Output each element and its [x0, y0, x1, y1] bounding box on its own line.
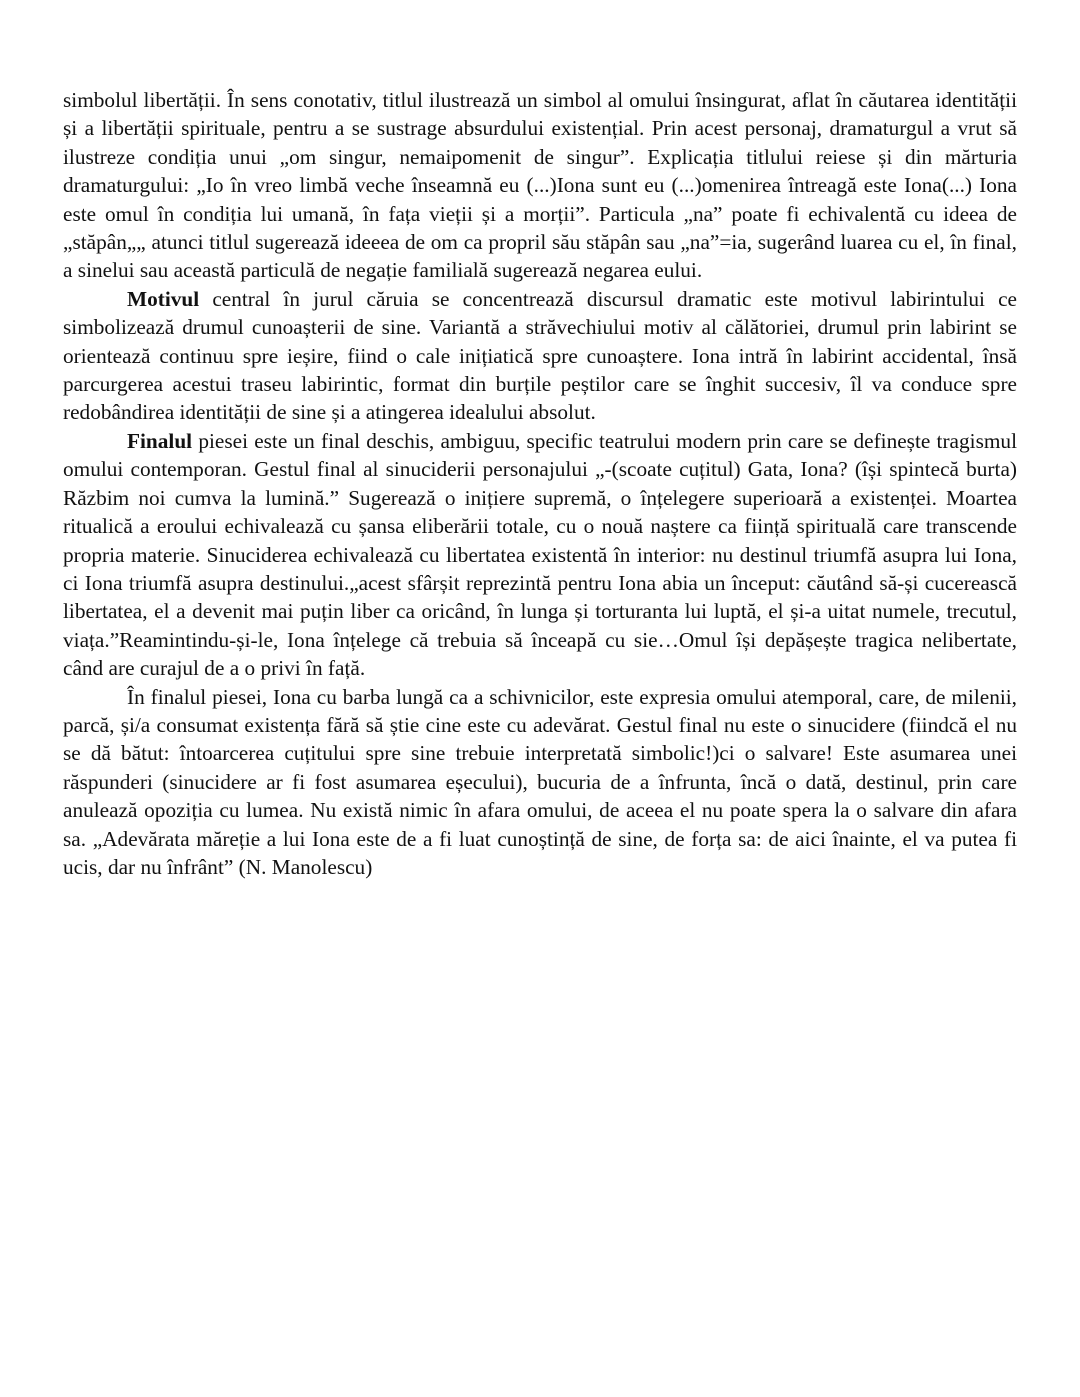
paragraph-ending — [63, 427, 1017, 683]
paragraph-text: piesei este un final deschis, ambiguu, specific teatrului modern prin care se definește tragismul omului contemporan. Gestul final al sinuciderii personajului „-(scoate cuțitul) Gata, Iona? (își spintecă burta) Răzbim noi cumva la lumină.” Sugerează o inițiere supremă, o înțelegere superioară a existenței. Moartea ritualică a eroului echivalează cu șansa eliberării totale, cu o nouă naștere ca ființă spirituală care transcende propria materie. Sinuciderea echivalează cu libertatea existentă în interior: nu destinul triumfă asupra lui Iona, ci Iona triumfă asupra destinului.„acest sfârșit reprezintă pentru Iona abia un început: căutând să-și cucerească libertatea, el a devenit mai puțin liber ca oricând, în lunga și torturanta lui luptă, el și-a uitat numele, trecutul, viața.”Reamintindu-și-le, Iona înțelege că trebuia să înceapă cu sie…Omul își depășește tragica nelibertate, când are curajul de a o privi în față. — [63, 428, 1017, 681]
paragraph-motif — [63, 285, 1017, 427]
paragraph-text: simbolul libertății. În sens conotativ, titlul ilustrează un simbol al omului însingurat, aflat în căutarea identității și a libertății spirituale, pentru a se sustrage absurdului existențial. Prin acest personaj, dramaturgul a vrut să ilustreze condiția unui „om singur, nemaipomenit de singur”. Explicația titlului reiese și din mărturia dramaturgului: „Io în vreo limbă veche înseamnă eu (...)Iona sunt eu (...)omenirea întreagă este Iona(...) Iona este omul în condiția lui umană, în fața vieții și a morții”. Particula „na” poate fi echivalentă cu ideea de „stăpân„„ atunci titlul sugerează ideeea de om ca propril său stăpân sau „na”=ia, sugerând luarea cu el, în final, a sinelui sau această particulă de negație familială sugerează negarea eului. — [63, 88, 1017, 283]
keyword-motivul: Motivul — [127, 286, 200, 311]
paragraph-final-scene — [63, 683, 1017, 882]
paragraph-title-meaning — [63, 86, 1017, 285]
document-page — [63, 86, 1017, 881]
paragraph-text: În finalul piesei, Iona cu barba lungă ca a schivnicilor, este expresia omului atemporal, care, de milenii, parcă, și/a consumat existența fără să știe cine este cu adevărat. Gestul final nu este o sinucidere (fiindcă el nu se dă bătut: întoarcerea cuțitului spre sine trebuie interpretată simbolic!)ci o salvare! Este asumarea unei răspunderi (sinucidere ar fi fost asumarea eșecului), bucuria de a înfrunta, încă o dată, destinul, prin care anulează opoziția cu lumea. Nu există nimic în afara omului, de aceea el nu poate spera la o salvare din afara sa. „Adevărata măreție a lui Iona este de a fi luat cunoștință de sine, de forța sa: de aici înainte, el va putea fi ucis, dar nu înfrânt” (N. Manolescu) — [63, 684, 1017, 879]
paragraph-text: central în jurul căruia se concentrează discursul dramatic este motivul labirintului ce simbolizează drumul cunoașterii de sine. Variantă a străvechiului motiv al călătoriei, drumul prin labirint se orientează continuu spre ieșire, fiind o cale inițiatică spre cunoaștere. Iona intră în labirint accidental, însă parcurgerea acestui traseu labirintic, format din burțile peștilor care se înghit succesiv, îl va conduce spre redobândirea identității de sine și a atingerea idealului absolut. — [63, 286, 1017, 425]
keyword-finalul: Finalul — [127, 428, 193, 453]
